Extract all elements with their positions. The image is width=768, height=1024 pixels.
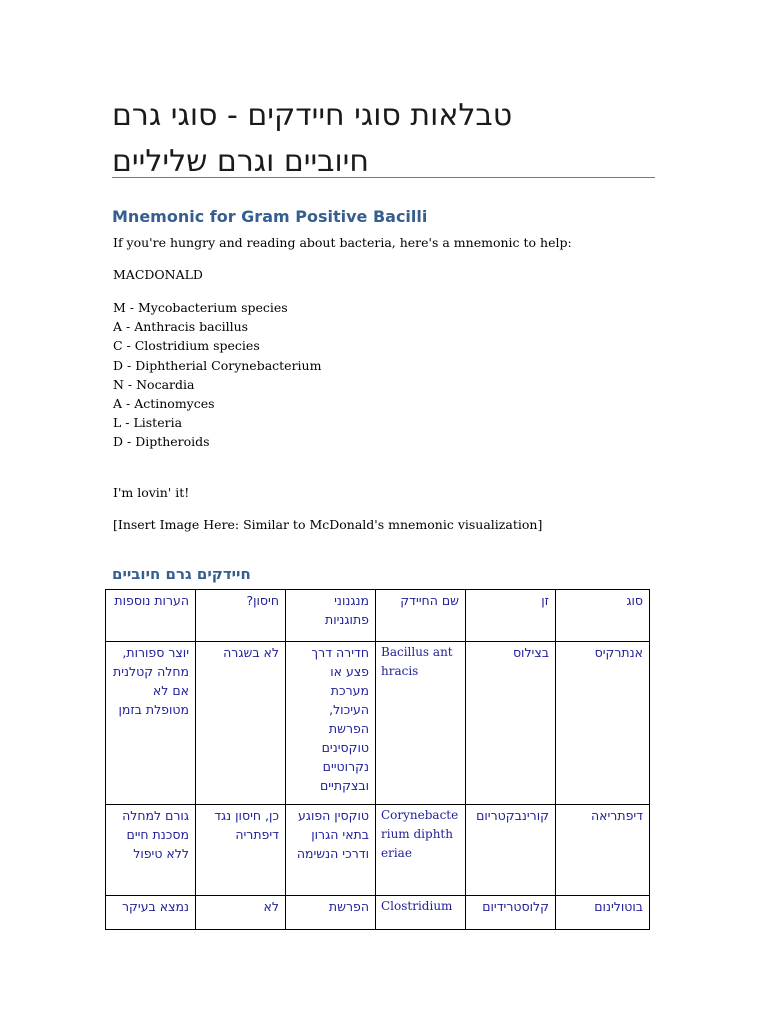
header-genus: זן <box>466 590 556 642</box>
cell-notes: יוצר ספורות, מחלה קטלנית אם לא מטופלת בזמן <box>106 642 196 805</box>
cell-type: דיפתריאה <box>556 805 650 896</box>
cell-genus: קלוסטרידיום <box>466 896 556 930</box>
mnemonic-list <box>113 298 321 452</box>
list-item: D - Diptheroids <box>113 434 210 450</box>
document-title: טבלאות סוגי חיידקים - סוגי גרם חיוביים וגרם שליליים <box>112 98 513 179</box>
tagline: I'm lovin' it! <box>113 485 190 500</box>
title-underline <box>112 177 655 178</box>
section-heading: Mnemonic for Gram Positive Bacilli <box>112 207 428 226</box>
table-row <box>106 642 650 805</box>
cell-genus: קורינבקטריום <box>466 805 556 896</box>
image-placeholder: [Insert Image Here: Similar to McDonald's mnemonic visualization] <box>113 517 543 532</box>
list-item: A - Anthracis bacillus <box>113 319 249 335</box>
cell-bacterium-name: Corynebacterium diphtheriae <box>376 805 466 896</box>
cell-notes: נמצא בעיקר <box>106 896 196 930</box>
header-notes: הערות נוספות <box>106 590 196 642</box>
cell-bacterium-name: Bacillus anthracis <box>376 642 466 805</box>
list-item: M - Mycobacterium species <box>113 300 288 315</box>
table-row <box>106 805 650 896</box>
table-row <box>106 896 650 930</box>
cell-vaccine: לא <box>196 896 286 930</box>
list-item: C - Clostridium species <box>113 338 260 354</box>
cell-vaccine: כן, חיסון נגד דיפתריה <box>196 805 286 896</box>
list-item: N - Nocardia <box>113 376 195 392</box>
bacteria-table <box>105 589 650 930</box>
cell-bacterium-name: Clostridium <box>376 896 466 930</box>
header-vaccine: חיסון? <box>196 590 286 642</box>
list-item: A - Actinomyces <box>113 396 215 412</box>
intro-paragraph: If you're hungry and reading about bacteria, here's a mnemonic to help: <box>113 235 572 250</box>
table-heading: חיידקים גרם חיוביים <box>112 565 251 583</box>
header-bacterium-name: שם החיידק <box>376 590 466 642</box>
header-type: סוג <box>556 590 650 642</box>
cell-genus: בצילוס <box>466 642 556 805</box>
cell-type: אנתרקיס <box>556 642 650 805</box>
table-header-row <box>106 590 650 642</box>
cell-mechanisms: הפרשת <box>286 896 376 930</box>
mnemonic-word: MACDONALD <box>113 267 203 282</box>
list-item: L - Listeria <box>113 415 183 431</box>
header-mechanisms: מנגנוני פתוגניות <box>286 590 376 642</box>
cell-mechanisms: חדירה דרך פצע או מערכת העיכול, הפרשת טוקסינים נקרוטיים ובצקתיים <box>286 642 376 805</box>
list-item: D - Diphtherial Corynebacterium <box>113 357 322 373</box>
cell-vaccine: לא בשגרה <box>196 642 286 805</box>
cell-mechanisms: טוקסין הפוגע בתאי הגרון ודרכי הנשימה <box>286 805 376 896</box>
cell-type: בוטולינום <box>556 896 650 930</box>
cell-notes: גורם למחלה מסכנת חיים ללא טיפול <box>106 805 196 896</box>
